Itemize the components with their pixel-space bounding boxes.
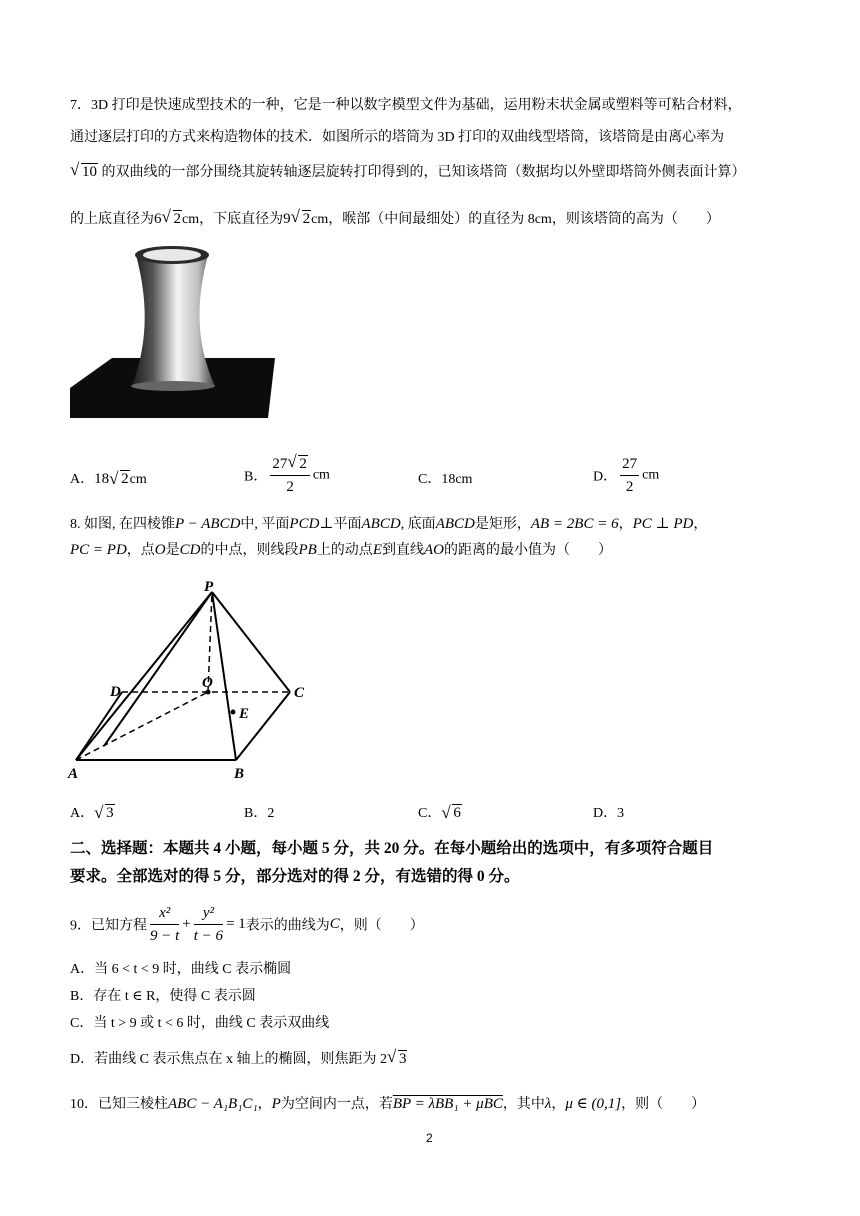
section-2-header-line-2: 要求。全部选对的得 5 分，部分选对的得 2 分，有选错的得 0 分。: [70, 868, 520, 885]
q7-option-d[interactable]: D． $\frac{27}{2}$ cm: [593, 453, 659, 498]
q7-text-b: cm，下底直径为: [182, 212, 284, 227]
q8-option-a[interactable]: A． √ 3: [70, 803, 114, 822]
label-b: B: [234, 766, 245, 782]
q7-option-a[interactable]: A．18 √ 2cm: [70, 469, 147, 488]
q9-option-a[interactable]: A．当 6 < t < 9 时，曲线 C 表示椭圆: [70, 962, 292, 977]
q9-option-c[interactable]: C．当 t > 9 或 t < 6 时，曲线 C 表示双曲线: [70, 1016, 330, 1031]
q8-line-2: PC = PD，点O是CD的中点，则线段PB上的动点E到直线AO的距离的最小值为（ ）: [70, 542, 612, 558]
pyramid-figure: [66, 578, 316, 788]
q7-top-sqrt: √ 2: [161, 207, 181, 227]
q9-option-d[interactable]: D．若曲线 C 表示焦点在 x 轴上的椭圆，则焦距为 2 √ 3: [70, 1047, 407, 1067]
q8-option-b[interactable]: B．2: [244, 806, 275, 821]
label-o: O: [202, 675, 213, 691]
q10-stem: 10．已知三棱柱ABC − A₁B₁C₁，P为空间内一点，若BP = λBB₁ + μBC，其中λ，μ ∈ (0,1]，则（ ）: [70, 1096, 706, 1112]
q7-bot-coef: 9: [283, 211, 291, 227]
page-number: 2: [426, 1131, 433, 1145]
q8-option-d[interactable]: D．3: [593, 806, 625, 821]
q7-text-c: cm，喉部（中间最细处）的直径为 8cm，则该塔筒的高为（ ）: [311, 212, 720, 227]
q7-option-b[interactable]: B． 27 √ 2 2 cm: [244, 452, 330, 495]
label-d: D: [110, 684, 121, 700]
q7-top-coef: 6: [154, 211, 162, 227]
q8-line-1: 8. 如图, 在四棱锥P − ABCD中, 平面PCD⊥平面ABCD, 底面ABCD是矩形，AB = 2BC = 6，PC ⊥ PD，: [70, 516, 708, 532]
q8-option-c[interactable]: C． √ 6: [418, 803, 461, 822]
section-2-header-line-1: 二、选择题：本题共 4 小题，每小题 5 分，共 20 分。在每小题给出的选项中，有多项符合题目: [70, 840, 714, 857]
q9-option-b[interactable]: B．存在 t ∈ R，使得 C 表示圆: [70, 989, 256, 1004]
q7-option-c[interactable]: C．18cm: [418, 472, 473, 487]
label-a: A: [68, 766, 79, 782]
q7-line-2: 通过逐层打印的方式来构造物体的技术．如图所示的塔筒为 3D 打印的双曲线型塔筒，该塔筒是由离心率为: [70, 130, 725, 145]
q9-stem: 9．已知方程 $\frac{\text{x²}}{9 - t}$ + $\frac{\text{y²}}{t - 6}$ = 1表示的曲线为C，则（ ）: [70, 902, 424, 947]
label-p: P: [204, 579, 214, 595]
q7-line-1: 7．3D 打印是快速成型技术的一种，它是一种以数字模型文件为基础，运用粉末状金属或塑料等可粘合材料，: [70, 98, 742, 113]
q7-line-4: [70, 209, 720, 230]
q7-line-3: [70, 162, 746, 183]
tower-figure: [70, 238, 275, 418]
q7-text-a: 的上底直径为: [70, 212, 154, 227]
label-c: C: [294, 685, 305, 701]
sqrt-10: √ 10: [70, 160, 97, 180]
q7-bot-sqrt: √ 2: [290, 207, 311, 227]
q7-line-3-text: 的双曲线的一部分围绕其旋转轴逐层旋转打印得到的，已知该塔筒（数据均以外壁即塔筒外侧表面计算）: [101, 165, 746, 180]
tower-body: [132, 255, 215, 386]
label-e: E: [239, 706, 250, 722]
